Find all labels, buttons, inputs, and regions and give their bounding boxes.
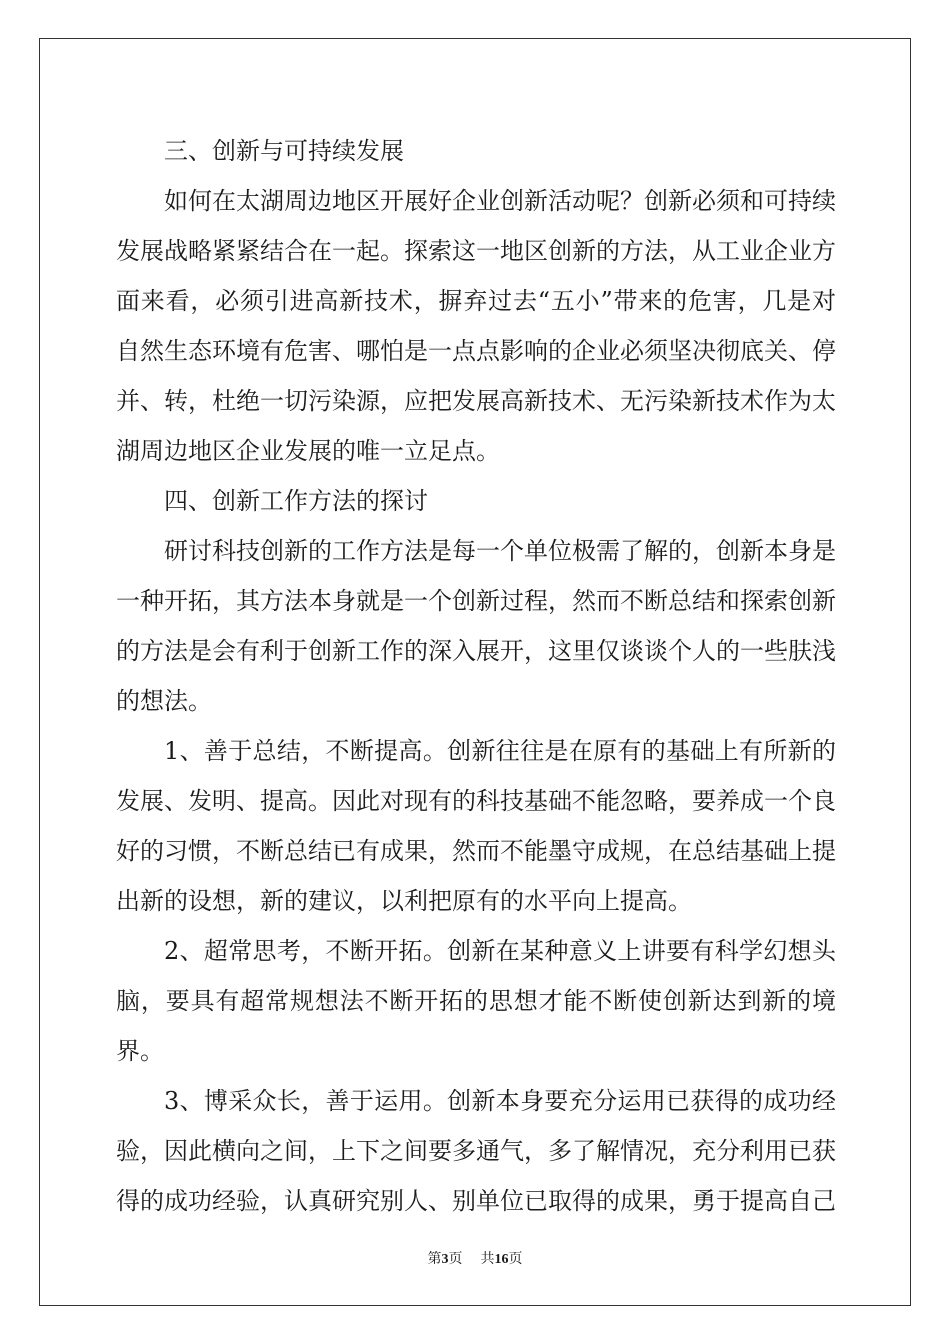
page-footer [0,1248,950,1268]
page-prefix: 第 [427,1251,442,1267]
paragraph-sustainable: 如何在太湖周边地区开展好企业创新活动呢？创新必须和可持续发展战略紧紧结合在一起。探索这一地区创新的方法，从工业企业方面来看，必须引进高新技术，摒弃过去“五小”带来的危害，几是对自然生态环境有危害、哪怕是一点点影响的企业必须坚决彻底关、停并、转，杜绝一切污染源，应把发展高新技术、无污染新技术作为太湖周边地区企业发展的唯一立足点。 [116,187,836,465]
section-heading-3: 三、创新与可持续发展 [164,137,404,165]
page-current: 3 [441,1252,449,1267]
paragraph-point-2: 2、超常思考，不断开拓。创新在某种意义上讲要有科学幻想头脑，要具有超常规想法不断开拓的思想才能不断使创新达到新的境界。 [116,937,836,1065]
total-prefix: 共 [480,1251,495,1267]
document-body [116,126,836,1226]
paragraph-point-3: 3、博采众长，善于运用。创新本身要充分运用已获得的成功经验，因此横向之间，上下之间要多通气，多了解情况，充分利用已获得的成功经验，认真研究别人、别单位已取得的成果，勇于提高自己 [116,1087,836,1215]
page-unit: 页 [448,1251,463,1267]
paragraph-methods-intro: 研讨科技创新的工作方法是每一个单位极需了解的，创新本身是一种开拓，其方法本身就是一个创新过程，然而不断总结和探索创新的方法是会有利于创新工作的深入展开，这里仅谈谈个人的一些肤浅的想法。 [116,537,836,715]
paragraph-point-1: 1、善于总结，不断提高。创新往往是在原有的基础上有所新的发展、发明、提高。因此对现有的科技基础不能忽略，要养成一个良好的习惯，不断总结已有成果，然而不能墨守成规，在总结基础上提出新的设想，新的建议，以利把原有的水平向上提高。 [116,737,836,915]
total-unit: 页 [508,1251,523,1267]
page-total: 16 [494,1252,509,1267]
section-heading-4: 四、创新工作方法的探讨 [164,487,428,515]
